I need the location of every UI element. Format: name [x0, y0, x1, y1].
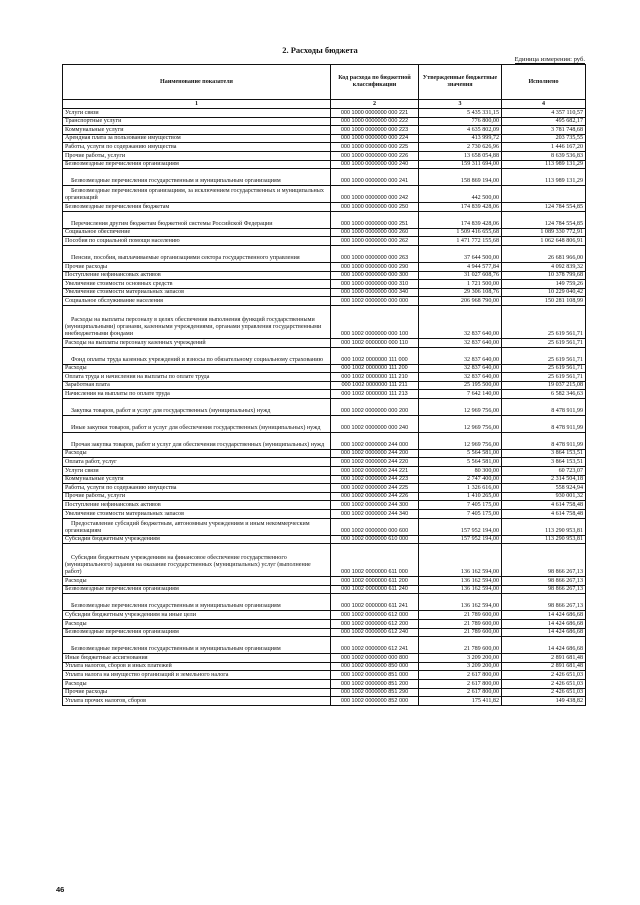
units-label — [470, 56, 585, 63]
row-code: 000 1000 0000000 000 262 — [331, 237, 419, 246]
row-approved-value: 4 635 802,09 — [419, 126, 502, 135]
row-name: Безвозмездные перечисления государственным и муниципальным организациям — [63, 594, 331, 611]
row-code: 000 1000 0000000 000 310 — [331, 280, 419, 289]
row-name: Увеличение стоимости материальных запасов — [63, 510, 331, 519]
row-approved-value: 2 730 626,96 — [419, 143, 502, 152]
row-approved-value: 21 789 600,00 — [419, 620, 502, 629]
row-name: Работы, услуги по содержанию имущества — [63, 143, 331, 152]
table-row — [63, 381, 586, 390]
table-row — [63, 475, 586, 484]
row-approved-value: 12 969 756,00 — [419, 432, 502, 449]
row-approved-value: 2 617 800,00 — [419, 671, 502, 680]
table-row — [63, 262, 586, 271]
row-code: 000 1002 0000000 000 110 — [331, 338, 419, 347]
row-code: 000 1000 0000000 000 250 — [331, 203, 419, 212]
row-done-value: 19 037 215,08 — [502, 381, 586, 390]
row-approved-value: 5 564 581,00 — [419, 458, 502, 467]
row-name: Работы, услуги по содержанию имущества — [63, 484, 331, 493]
table-row — [63, 364, 586, 373]
row-done-value: 2 314 504,18 — [502, 475, 586, 484]
column-number-row — [63, 100, 586, 109]
row-code: 000 1002 0000000 244 200 — [331, 449, 419, 458]
row-done-value: 3 864 153,51 — [502, 449, 586, 458]
row-name: Прочие расходы — [63, 262, 331, 271]
table-row — [63, 697, 586, 706]
row-name: Фонд оплаты труда казенных учреждений и взносы по обязательному социальному страхованию — [63, 347, 331, 364]
table-row — [63, 109, 586, 118]
row-code: 000 1002 0000000 611 240 — [331, 585, 419, 594]
table-row — [63, 186, 586, 203]
row-done-value — [502, 186, 586, 203]
row-name: Уплата налогов, сборов и иных платежей — [63, 662, 331, 671]
row-name: Безвозмездные перечисления бюджетам — [63, 203, 331, 212]
row-done-value: 14 424 686,68 — [502, 628, 586, 637]
table-row — [63, 637, 586, 654]
column-number: 4 — [502, 100, 586, 109]
row-code: 000 1000 0000000 000 251 — [331, 211, 419, 228]
row-done-value: 2 891 681,48 — [502, 654, 586, 663]
table-row — [63, 535, 586, 544]
row-name: Безвозмездные перечисления организациям, за исключением государственных и муниципальных организаций — [63, 186, 331, 203]
budget-expenses-table — [62, 64, 586, 706]
table-row — [63, 594, 586, 611]
row-done-value: 4 614 758,48 — [502, 501, 586, 510]
row-done-value: 98 866 267,13 — [502, 594, 586, 611]
row-done-value: 98 866 267,13 — [502, 585, 586, 594]
row-name: Заработная плата — [63, 381, 331, 390]
row-code: 000 1000 0000000 000 263 — [331, 245, 419, 262]
row-name: Субсидии бюджетным учреждениям на иные цели — [63, 611, 331, 620]
row-code: 000 1000 0000000 000 242 — [331, 186, 419, 203]
row-approved-value: 4 944 577,84 — [419, 262, 502, 271]
row-name: Расходы — [63, 364, 331, 373]
row-code: 000 1002 0000000 611 200 — [331, 577, 419, 586]
row-approved-value: 7 405 175,00 — [419, 501, 502, 510]
row-approved-value: 12 969 756,00 — [419, 398, 502, 415]
column-number: 2 — [331, 100, 419, 109]
row-code: 000 1002 0000000 000 600 — [331, 518, 419, 535]
table-row — [63, 620, 586, 629]
row-code: 000 1002 0000000 111 200 — [331, 364, 419, 373]
row-name: Пенсии, пособия, выплачиваемые организациями сектора государственного управления — [63, 245, 331, 262]
row-code: 000 1002 0000000 612 200 — [331, 620, 419, 629]
table-row — [63, 510, 586, 519]
row-name: Иные бюджетные ассигнования — [63, 654, 331, 663]
row-approved-value: 32 837 640,00 — [419, 305, 502, 338]
row-done-value: 150 281 108,99 — [502, 297, 586, 306]
row-name: Безвозмездные перечисления государственным и муниципальным организациям — [63, 169, 331, 186]
table-row — [63, 398, 586, 415]
row-approved-value: 1 410 265,00 — [419, 492, 502, 501]
table-row — [63, 449, 586, 458]
row-done-value: 14 424 686,68 — [502, 611, 586, 620]
row-name: Уплата налога на имущество организаций и земельного налога — [63, 671, 331, 680]
table-row — [63, 134, 586, 143]
table-row — [63, 347, 586, 364]
row-code: 000 1000 0000000 000 241 — [331, 169, 419, 186]
row-approved-value: 1 721 500,00 — [419, 280, 502, 289]
row-name: Социальное обслуживание населения — [63, 297, 331, 306]
table-row — [63, 160, 586, 169]
row-done-value: 8 639 536,83 — [502, 151, 586, 160]
row-approved-value: 12 969 756,00 — [419, 415, 502, 432]
column-number: 3 — [419, 100, 502, 109]
row-done-value: 1 062 648 806,91 — [502, 237, 586, 246]
table-row — [63, 662, 586, 671]
row-done-value: 113 290 953,81 — [502, 535, 586, 544]
row-done-value: 26 681 966,00 — [502, 245, 586, 262]
row-code: 000 1002 0000000 244 226 — [331, 492, 419, 501]
row-name: Оплата труда и начисления на выплаты по оплате труда — [63, 373, 331, 382]
row-name: Безвозмездные перечисления организациям — [63, 585, 331, 594]
table-row — [63, 585, 586, 594]
row-approved-value: 80 300,00 — [419, 467, 502, 476]
row-approved-value: 32 837 640,00 — [419, 364, 502, 373]
row-code: 000 1002 0000000 244 225 — [331, 484, 419, 493]
row-done-value: 3 781 748,68 — [502, 126, 586, 135]
row-code: 000 1002 0000000 111 000 — [331, 347, 419, 364]
table-row — [63, 117, 586, 126]
table-row — [63, 688, 586, 697]
row-approved-value: 7 642 140,00 — [419, 390, 502, 399]
row-name: Безвозмездные перечисления государственным и муниципальным организациям — [63, 637, 331, 654]
row-name: Закупка товаров, работ и услуг для государственных (муниципальных) нужд — [63, 398, 331, 415]
row-name: Прочие работы, услуги — [63, 151, 331, 160]
row-approved-value: 1 326 616,00 — [419, 484, 502, 493]
row-approved-value: 158 869 194,00 — [419, 169, 502, 186]
row-name: Расходы — [63, 679, 331, 688]
row-code: 000 1002 0000000 612 240 — [331, 628, 419, 637]
table-row — [63, 169, 586, 186]
row-done-value: 930 001,32 — [502, 492, 586, 501]
row-code: 000 1002 0000000 000 200 — [331, 398, 419, 415]
table-row — [63, 211, 586, 228]
row-approved-value: 1 509 416 655,68 — [419, 228, 502, 237]
row-approved-value: 174 839 428,06 — [419, 211, 502, 228]
row-code: 000 1000 0000000 000 290 — [331, 262, 419, 271]
table-row — [63, 577, 586, 586]
row-approved-value: 136 162 594,00 — [419, 585, 502, 594]
row-done-value: 2 891 681,48 — [502, 662, 586, 671]
table-row — [63, 654, 586, 663]
row-approved-value: 206 968 790,00 — [419, 297, 502, 306]
table-header-row — [63, 65, 586, 100]
row-code: 000 1002 0000000 610 000 — [331, 535, 419, 544]
row-done-value: 14 424 686,68 — [502, 620, 586, 629]
row-approved-value: 159 311 694,00 — [419, 160, 502, 169]
table-row — [63, 280, 586, 289]
row-done-value: 3 864 153,51 — [502, 458, 586, 467]
row-name: Перечисления другим бюджетам бюджетной системы Российской Федерации — [63, 211, 331, 228]
row-name: Начисления на выплаты по оплате труда — [63, 390, 331, 399]
table-row — [63, 492, 586, 501]
table-row — [63, 245, 586, 262]
row-code: 000 1002 0000000 111 211 — [331, 381, 419, 390]
table-row — [63, 143, 586, 152]
row-done-value: 113 989 131,29 — [502, 160, 586, 169]
row-done-value: 1 089 330 772,91 — [502, 228, 586, 237]
row-done-value: 25 619 561,71 — [502, 347, 586, 364]
row-approved-value: 157 952 194,00 — [419, 535, 502, 544]
table-row — [63, 228, 586, 237]
row-code: 000 1002 0000000 000 000 — [331, 297, 419, 306]
row-done-value: 2 426 651,03 — [502, 671, 586, 680]
row-name: Иные закупки товаров, работ и услуг для обеспечения государственных (муниципальных) нужд — [63, 415, 331, 432]
row-approved-value: 175 411,82 — [419, 697, 502, 706]
row-approved-value: 21 789 600,00 — [419, 611, 502, 620]
row-code: 000 1002 0000000 612 241 — [331, 637, 419, 654]
row-name: Увеличение стоимости основных средств — [63, 280, 331, 289]
row-name: Коммунальные услуги — [63, 475, 331, 484]
row-approved-value: 136 162 594,00 — [419, 544, 502, 577]
row-done-value: 6 582 346,63 — [502, 390, 586, 399]
row-name: Расходы — [63, 620, 331, 629]
row-code: 000 1002 0000000 851 290 — [331, 688, 419, 697]
column-number: 1 — [63, 100, 331, 109]
row-done-value: 495 682,17 — [502, 117, 586, 126]
row-approved-value: 2 747 400,00 — [419, 475, 502, 484]
row-code: 000 1002 0000000 612 000 — [331, 611, 419, 620]
row-name: Оплата работ, услуг — [63, 458, 331, 467]
row-name: Пособия по социальной помощи населению — [63, 237, 331, 246]
row-approved-value: 413 999,72 — [419, 134, 502, 143]
row-approved-value: 5 435 331,15 — [419, 109, 502, 118]
table-row — [63, 432, 586, 449]
row-name: Уплата прочих налогов, сборов — [63, 697, 331, 706]
row-done-value: 10 229 040,42 — [502, 288, 586, 297]
row-code: 000 1002 0000000 000 800 — [331, 654, 419, 663]
row-done-value: 2 426 651,03 — [502, 688, 586, 697]
row-code: 000 1002 0000000 851 200 — [331, 679, 419, 688]
row-name: Поступление нефинансовых активов — [63, 271, 331, 280]
table-row — [63, 611, 586, 620]
row-approved-value: 31 027 608,76 — [419, 271, 502, 280]
row-name: Поступление нефинансовых активов — [63, 501, 331, 510]
row-code: 000 1002 0000000 111 213 — [331, 390, 419, 399]
row-done-value: 149 438,82 — [502, 697, 586, 706]
table-row — [63, 518, 586, 535]
row-code: 000 1000 0000000 000 225 — [331, 143, 419, 152]
row-approved-value: 13 658 054,88 — [419, 151, 502, 160]
row-approved-value: 3 209 200,00 — [419, 654, 502, 663]
row-approved-value: 2 617 800,00 — [419, 679, 502, 688]
row-done-value: 98 866 267,13 — [502, 577, 586, 586]
row-done-value: 203 735,55 — [502, 134, 586, 143]
row-code: 000 1002 0000000 851 000 — [331, 671, 419, 680]
table-row — [63, 467, 586, 476]
row-name: Расходы на выплаты персоналу в целях обеспечения выполнения функций государственными (муниципальными) органами, казенными учреждениями, органами управления государственными внебюджетными фондами — [63, 305, 331, 338]
row-name: Прочие расходы — [63, 688, 331, 697]
table-row — [63, 501, 586, 510]
row-code: 000 1000 0000000 000 222 — [331, 117, 419, 126]
row-name: Услуги связи — [63, 109, 331, 118]
row-code: 000 1000 0000000 000 221 — [331, 109, 419, 118]
row-code: 000 1000 0000000 000 340 — [331, 288, 419, 297]
header-approved: Утвержденные бюджетные значения — [419, 65, 502, 100]
table-row — [63, 671, 586, 680]
row-code: 000 1002 0000000 244 223 — [331, 475, 419, 484]
row-done-value: 25 619 561,71 — [502, 364, 586, 373]
row-done-value: 2 426 651,03 — [502, 679, 586, 688]
row-name: Прочие работы, услуги — [63, 492, 331, 501]
row-code: 000 1002 0000000 244 220 — [331, 458, 419, 467]
row-done-value: 8 478 911,99 — [502, 432, 586, 449]
units-text: Единица измерения: руб. — [514, 56, 585, 63]
table-row — [63, 151, 586, 160]
table-row — [63, 126, 586, 135]
row-done-value: 60 723,07 — [502, 467, 586, 476]
row-code: 000 1000 0000000 000 226 — [331, 151, 419, 160]
row-done-value: 113 989 131,29 — [502, 169, 586, 186]
row-name: Расходы — [63, 577, 331, 586]
row-name: Расходы на выплаты персоналу казенных учреждений — [63, 338, 331, 347]
table-row — [63, 390, 586, 399]
row-approved-value: 442 500,00 — [419, 186, 502, 203]
table-row — [63, 679, 586, 688]
row-done-value: 558 924,94 — [502, 484, 586, 493]
row-done-value: 14 424 686,68 — [502, 637, 586, 654]
row-done-value: 149 759,26 — [502, 280, 586, 289]
row-code: 000 1000 0000000 000 300 — [331, 271, 419, 280]
row-code: 000 1000 0000000 000 224 — [331, 134, 419, 143]
header-done: Исполнено — [502, 65, 586, 100]
table-row — [63, 373, 586, 382]
row-name: Субсидии бюджетным учреждениям на финансовое обеспечение государственного (муниципального) задания на оказание государственных (муниципальных) услуг (выполнение работ) — [63, 544, 331, 577]
row-done-value: 98 866 267,13 — [502, 544, 586, 577]
row-done-value: 8 478 911,99 — [502, 398, 586, 415]
row-done-value: 25 619 561,71 — [502, 373, 586, 382]
row-code: 000 1000 0000000 000 223 — [331, 126, 419, 135]
table-row — [63, 237, 586, 246]
row-approved-value: 25 195 500,00 — [419, 381, 502, 390]
row-name: Предоставление субсидий бюджетным, автономным учреждениям и иным некоммерческим организациям — [63, 518, 331, 535]
table-row — [63, 458, 586, 467]
row-name: Прочая закупка товаров, работ и услуг для обеспечения государственных (муниципальных) нужд — [63, 432, 331, 449]
row-approved-value: 3 209 200,00 — [419, 662, 502, 671]
table-body — [63, 109, 586, 706]
row-approved-value: 7 405 175,00 — [419, 510, 502, 519]
header-code: Код расхода по бюджетной классификации — [331, 65, 419, 100]
row-code: 000 1002 0000000 000 100 — [331, 305, 419, 338]
table-row — [63, 415, 586, 432]
row-code: 000 1002 0000000 111 210 — [331, 373, 419, 382]
row-done-value: 1 446 167,20 — [502, 143, 586, 152]
row-name: Коммунальные услуги — [63, 126, 331, 135]
row-approved-value: 776 800,00 — [419, 117, 502, 126]
row-done-value: 4 357 110,57 — [502, 109, 586, 118]
row-approved-value: 157 952 194,00 — [419, 518, 502, 535]
row-approved-value: 136 162 594,00 — [419, 594, 502, 611]
row-name: Услуги связи — [63, 467, 331, 476]
table-row — [63, 484, 586, 493]
row-approved-value: 136 162 594,00 — [419, 577, 502, 586]
row-done-value: 10 378 799,68 — [502, 271, 586, 280]
table-row — [63, 297, 586, 306]
row-name: Безвозмездные перечисления организациям — [63, 160, 331, 169]
row-approved-value: 21 789 600,00 — [419, 628, 502, 637]
row-code: 000 1002 0000000 611 000 — [331, 544, 419, 577]
row-code: 000 1002 0000000 244 000 — [331, 432, 419, 449]
row-approved-value: 32 837 640,00 — [419, 373, 502, 382]
row-name: Социальное обеспечение — [63, 228, 331, 237]
row-code: 000 1002 0000000 850 000 — [331, 662, 419, 671]
row-code: 000 1002 0000000 000 240 — [331, 415, 419, 432]
header-name: Наименование показателя — [63, 65, 331, 100]
row-done-value: 8 478 911,99 — [502, 415, 586, 432]
table-row — [63, 271, 586, 280]
row-code: 000 1002 0000000 244 340 — [331, 510, 419, 519]
row-approved-value: 1 471 772 155,68 — [419, 237, 502, 246]
row-done-value: 25 619 561,71 — [502, 338, 586, 347]
row-name: Транспортные услуги — [63, 117, 331, 126]
table-row — [63, 288, 586, 297]
page-number: 46 — [56, 885, 65, 894]
row-code: 000 1002 0000000 611 241 — [331, 594, 419, 611]
row-code: 000 1000 0000000 000 260 — [331, 228, 419, 237]
table-row — [63, 628, 586, 637]
row-approved-value: 32 837 640,00 — [419, 347, 502, 364]
row-name: Увеличение стоимости материальных запасов — [63, 288, 331, 297]
row-approved-value: 29 306 108,76 — [419, 288, 502, 297]
row-approved-value: 37 644 500,00 — [419, 245, 502, 262]
row-approved-value: 21 789 600,00 — [419, 637, 502, 654]
row-name: Расходы — [63, 449, 331, 458]
row-approved-value: 2 617 800,00 — [419, 688, 502, 697]
row-done-value: 113 290 953,81 — [502, 518, 586, 535]
table-row — [63, 305, 586, 338]
page-title: 2. Расходы бюджета — [282, 45, 358, 55]
row-done-value: 4 092 839,32 — [502, 262, 586, 271]
row-name: Безвозмездные перечисления организациям — [63, 628, 331, 637]
row-done-value: 25 619 561,71 — [502, 305, 586, 338]
row-done-value: 4 614 758,48 — [502, 510, 586, 519]
row-done-value: 124 784 554,85 — [502, 203, 586, 212]
row-code: 000 1002 0000000 852 000 — [331, 697, 419, 706]
table-row — [63, 203, 586, 212]
row-code: 000 1000 0000000 000 240 — [331, 160, 419, 169]
table-row — [63, 544, 586, 577]
row-done-value: 124 784 554,85 — [502, 211, 586, 228]
row-code: 000 1002 0000000 244 221 — [331, 467, 419, 476]
table-row — [63, 338, 586, 347]
row-name: Субсидии бюджетным учреждениям — [63, 535, 331, 544]
row-name: Арендная плата за пользование имуществом — [63, 134, 331, 143]
row-approved-value: 5 564 581,00 — [419, 449, 502, 458]
row-approved-value: 32 837 640,00 — [419, 338, 502, 347]
row-code: 000 1002 0000000 244 300 — [331, 501, 419, 510]
row-approved-value: 174 839 428,06 — [419, 203, 502, 212]
